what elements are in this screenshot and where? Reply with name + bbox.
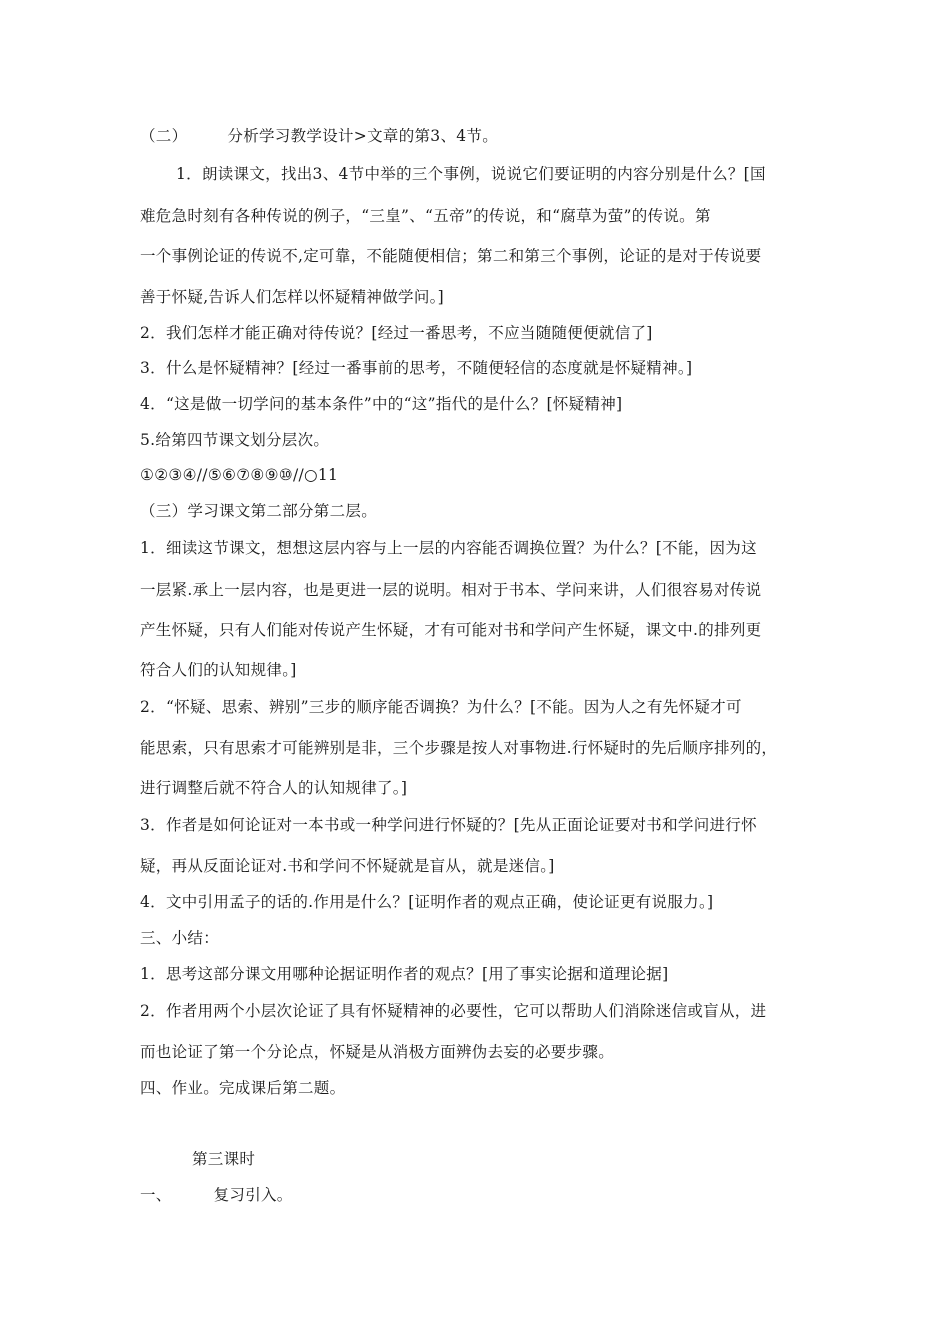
summary-item-1: 1．思考这部分课文用哪种论据证明作者的观点？[用了事实论据和道理论据]	[140, 965, 669, 983]
s2-q2: 2．我们怎样才能正确对待传说？[经过一番思考，不应当随随便便就信了]	[140, 324, 653, 342]
s3-q1-line4: 符合人们的认知规律。]	[140, 661, 297, 679]
s2-q5: 5.给第四节课文划分层次。	[140, 431, 330, 449]
lesson-3-title: 第三课时	[192, 1150, 256, 1168]
s3-q2-line3: 进行调整后就不符合人的认知规律了。]	[140, 779, 408, 797]
summary-item-2-line2: 而也论证了第一个分论点，怀疑是从消极方面辨伪去妄的必要步骤。	[140, 1043, 615, 1061]
lesson-3-item-1-text: 复习引入。	[213, 1186, 293, 1204]
section-2-prefix: （二）	[140, 127, 188, 145]
s3-q2-line1: 2．“怀疑、思索、辨别”三步的顺序能否调换？为什么？[不能。因为人之有先怀疑才可	[140, 698, 742, 716]
s3-q1-line2: 一层紧.承上一层内容，也是更进一层的说明。相对于书本、学问来讲，人们很容易对传说	[140, 581, 762, 599]
s3-q3-line1: 3．作者是如何论证对一本书或一种学问进行怀疑的？[先从正面论证要对书和学问进行怀	[140, 816, 757, 834]
section-2-title: 分析学习教学设计>文章的第3、4节。	[227, 127, 499, 145]
s3-q3-line2: 疑，再从反面论证对.书和学问不怀疑就是盲从，就是迷信。]	[140, 857, 555, 875]
homework-line: 四、作业。完成课后第二题。	[140, 1079, 346, 1097]
s2-q1-line1: 1．朗读课文，找出3、4节中举的三个事例，说说它们要证明的内容分别是什么？[国	[176, 165, 766, 183]
s2-q1-line2: 难危急时刻有各种传说的例子，“三皇”、“五帝”的传说，和“腐草为萤”的传说。第	[140, 207, 711, 225]
s2-q1-line4: 善于怀疑,告诉人们怎样以怀疑精神做学问。]	[140, 288, 445, 306]
s2-q3: 3．什么是怀疑精神？[经过一番事前的思考，不随便轻信的态度就是怀疑精神。]	[140, 359, 693, 377]
s3-q1-line1: 1．细读这节课文，想想这层内容与上一层的内容能否调换位置？为什么？[不能，因为这	[140, 539, 757, 557]
s2-q4: 4．“这是做一切学问的基本条件”中的“这”指代的是什么？[怀疑精神]	[140, 395, 623, 413]
s2-layers: ①②③④//⑤⑥⑦⑧⑨⑩//○11	[140, 466, 339, 484]
lesson-3-item-1	[140, 1185, 820, 1205]
lesson-3-item-1-prefix: 一、	[140, 1186, 172, 1204]
section-2-heading	[140, 126, 820, 146]
s3-q4: 4．文中引用孟子的话的.作用是什么？[证明作者的观点正确，使论证更有说服力。]	[140, 893, 714, 911]
s3-q2-line2: 能思索，只有思索才可能辨别是非，三个步骤是按人对事物进.行怀疑时的先后顺序排列的，	[140, 739, 778, 757]
s2-q1-line3: 一个事例论证的传说不,定可靠，不能随便相信；第二和第三个事例，论证的是对于传说要	[140, 247, 762, 265]
s3-q1-line3: 产生怀疑，只有人们能对传说产生怀疑，才有可能对书和学问产生怀疑，课文中.的排列更	[140, 621, 762, 639]
summary-heading: 三、小结：	[140, 929, 220, 947]
summary-item-2-line1: 2．作者用两个小层次论证了具有怀疑精神的必要性，它可以帮助人们消除迷信或盲从，进	[140, 1002, 767, 1020]
section-3-heading: （三）学习课文第二部分第二层。	[140, 502, 378, 520]
